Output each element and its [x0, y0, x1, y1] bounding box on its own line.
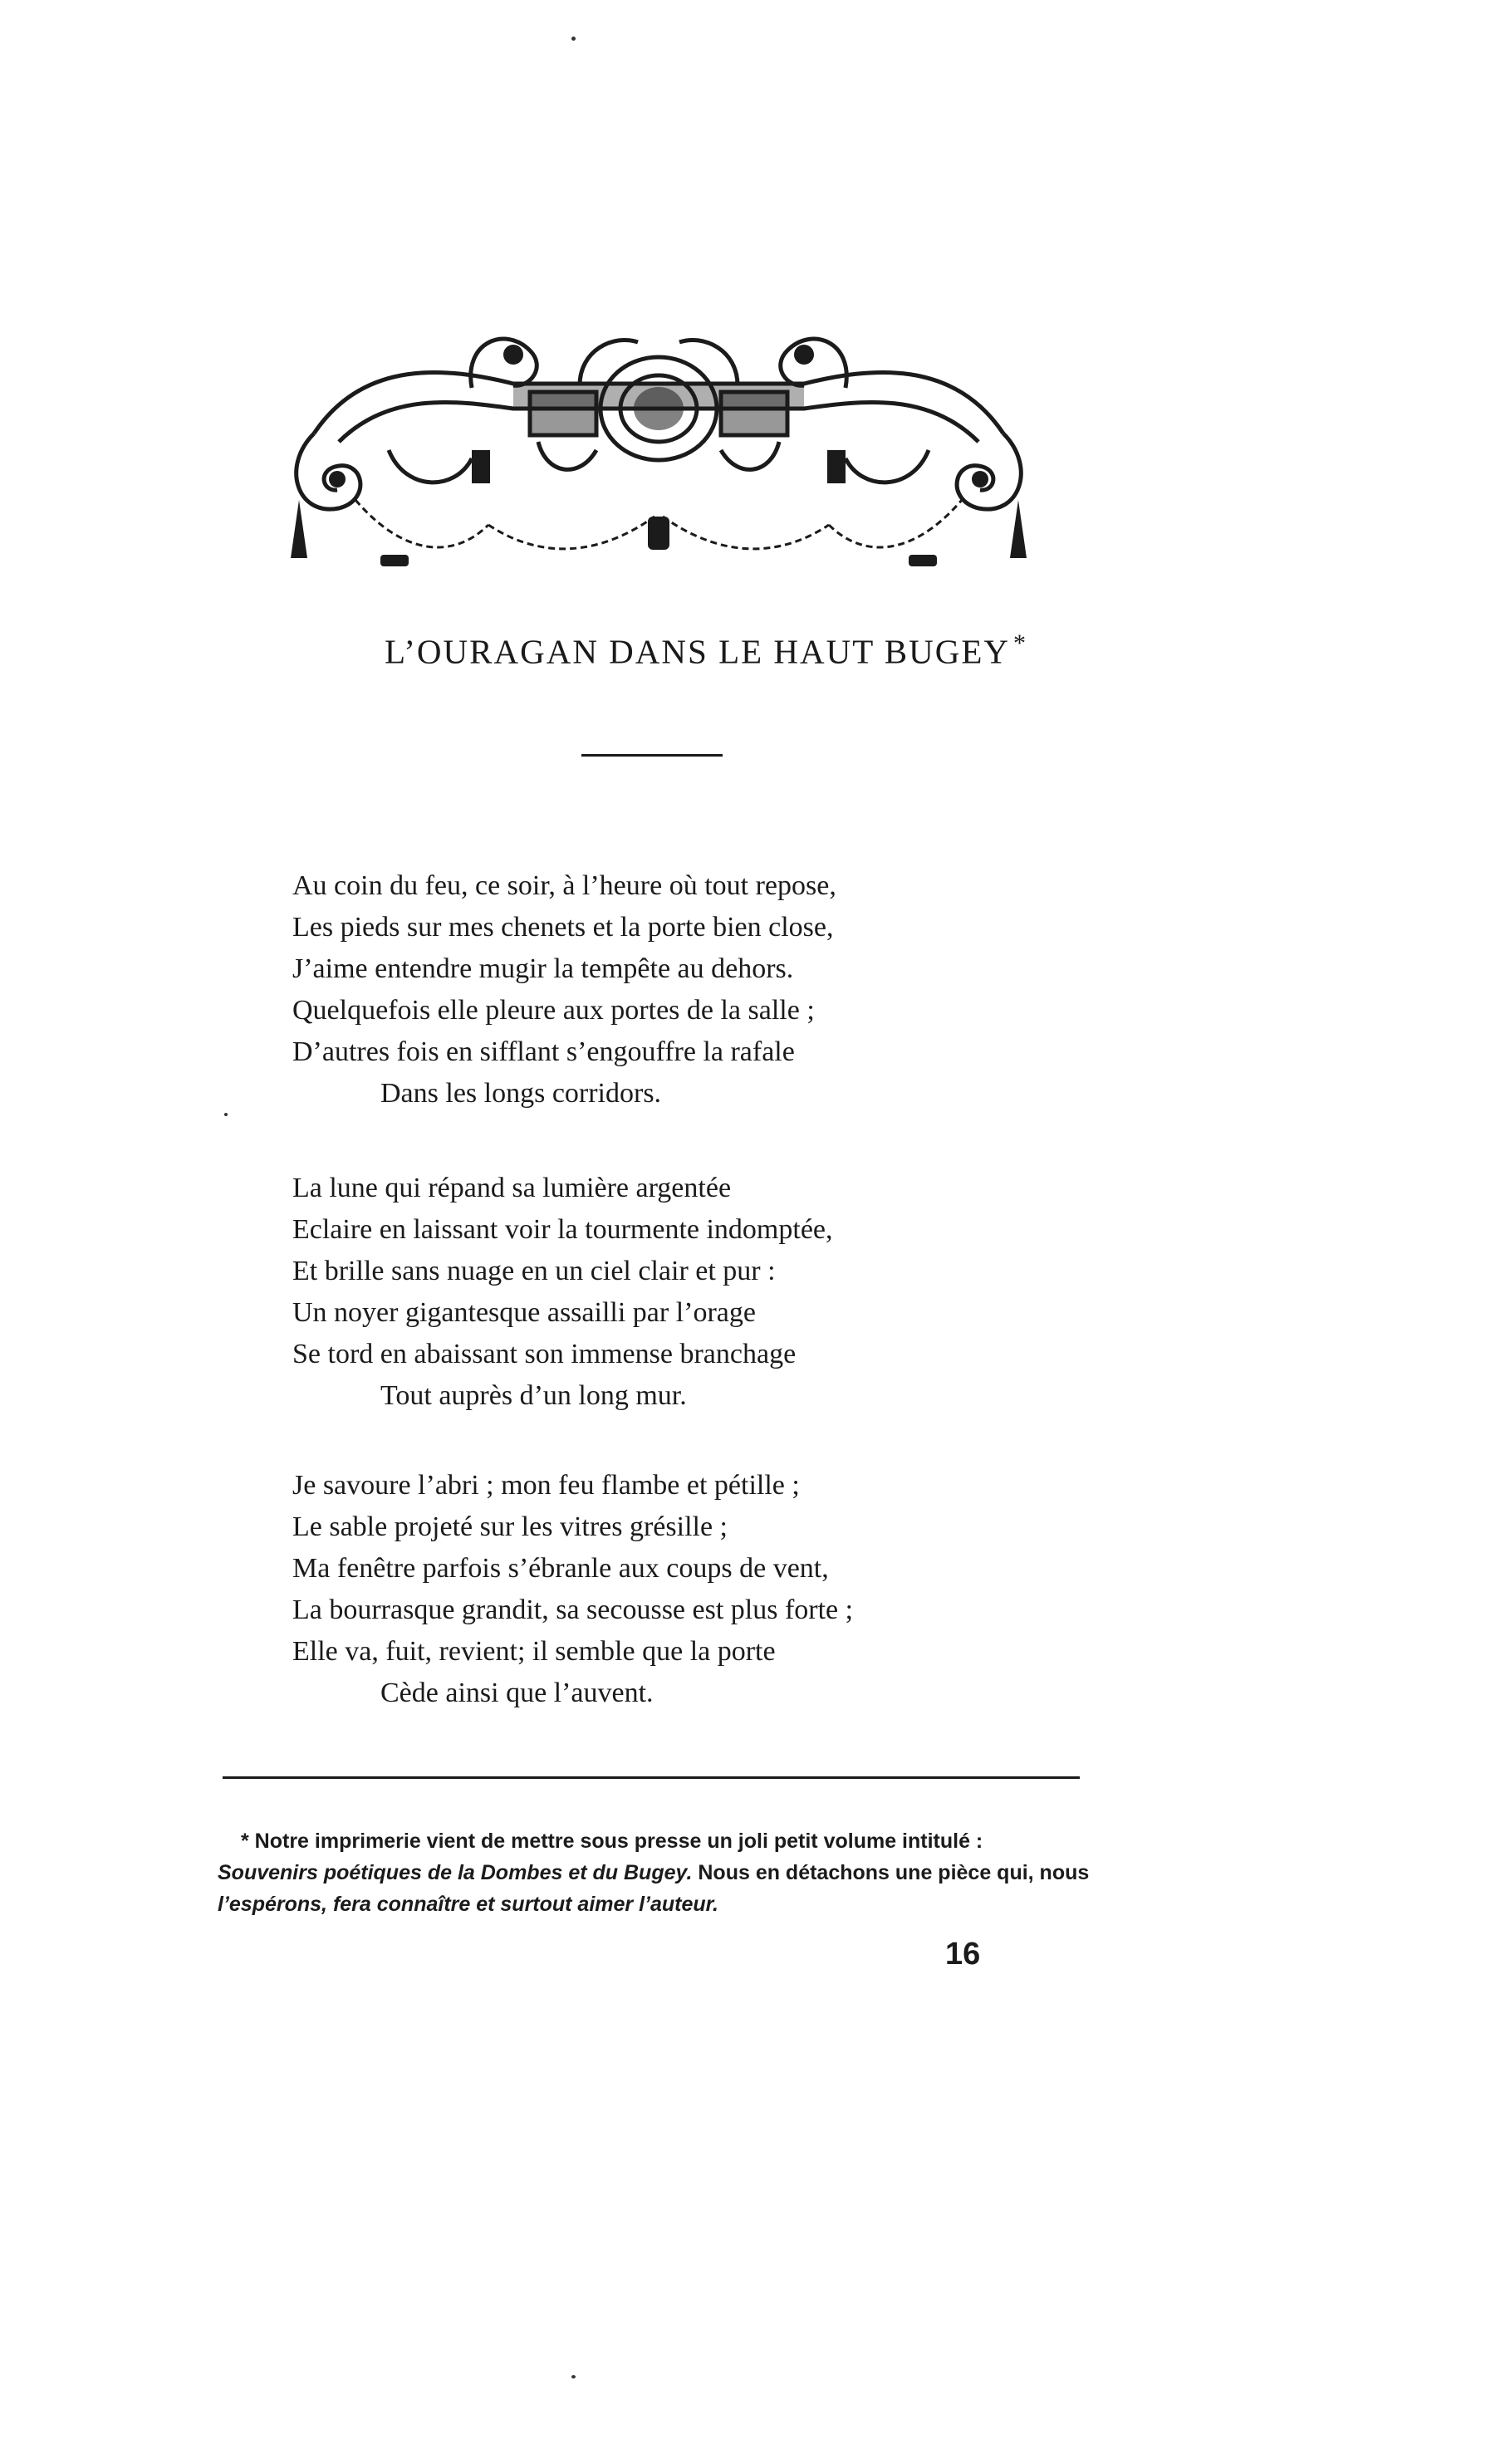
ornamental-headpiece-icon — [264, 309, 1053, 575]
title-footnote-mark: * — [1013, 629, 1027, 657]
footnote-divider — [223, 1776, 1080, 1779]
poem-title — [0, 629, 1412, 672]
footnote-line-2 — [218, 1857, 1088, 1888]
verse-line: Se tord en abaissant son immense branchage — [292, 1339, 797, 1369]
verse-line: Je savoure l’abri ; mon feu flambe et pétille ; — [292, 1470, 800, 1501]
verse-line: Les pieds sur mes chenets et la porte bien close, — [292, 912, 834, 943]
verse-line-indented: Tout auprès d’un long mur. — [380, 1380, 687, 1411]
poem-title-text: L’OURAGAN DANS LE HAUT BUGEY — [385, 632, 1010, 671]
scan-speck — [571, 2375, 576, 2378]
verse-line: Ma fenêtre parfois s’ébranle aux coups de vent, — [292, 1553, 829, 1584]
verse-line: Un noyer gigantesque assailli par l’orage — [292, 1297, 756, 1328]
scan-speck — [571, 37, 576, 41]
verse-line: Et brille sans nuage en un ciel clair et pur : — [292, 1256, 776, 1286]
verse-line-indented: Dans les longs corridors. — [380, 1078, 662, 1109]
stanza-3 — [292, 1465, 853, 1714]
verse-line: Le sable projeté sur les vitres grésille ; — [292, 1511, 728, 1542]
footnote — [218, 1825, 1088, 1920]
scan-speck — [224, 1113, 228, 1116]
verse-line: J’aime entendre mugir la tempête au dehors. — [292, 953, 794, 984]
page-number: 16 — [945, 1937, 981, 1972]
verse-line: Elle va, fuit, revient; il semble que la porte — [292, 1636, 776, 1667]
footnote-line-3: l’espérons, fera connaître et surtout aimer l’auteur. — [218, 1893, 718, 1916]
stanza-2 — [292, 1168, 833, 1417]
verse-line: Quelquefois elle pleure aux portes de la salle ; — [292, 995, 815, 1026]
stanza-1 — [292, 865, 836, 1114]
verse-line: Au coin du feu, ce soir, à l’heure où tout repose, — [292, 870, 836, 901]
footnote-book-title: Souvenirs poétiques de la Dombes et du Bugey. — [218, 1861, 693, 1884]
title-divider — [581, 754, 723, 757]
footnote-line-2-rest: Nous en détachons une pièce qui, nous — [692, 1861, 1090, 1884]
verse-line: La bourrasque grandit, sa secousse est plus forte ; — [292, 1594, 854, 1625]
verse-line: La lune qui répand sa lumière argentée — [292, 1173, 732, 1203]
verse-line: D’autres fois en sifflant s’engouffre la rafale — [292, 1036, 795, 1067]
verse-line: Eclaire en laissant voir la tourmente indomptée, — [292, 1214, 833, 1245]
footnote-line-1: * Notre imprimerie vient de mettre sous presse un joli petit volume intitulé : — [241, 1830, 983, 1853]
verse-line-indented: Cède ainsi que l’auvent. — [380, 1678, 654, 1708]
